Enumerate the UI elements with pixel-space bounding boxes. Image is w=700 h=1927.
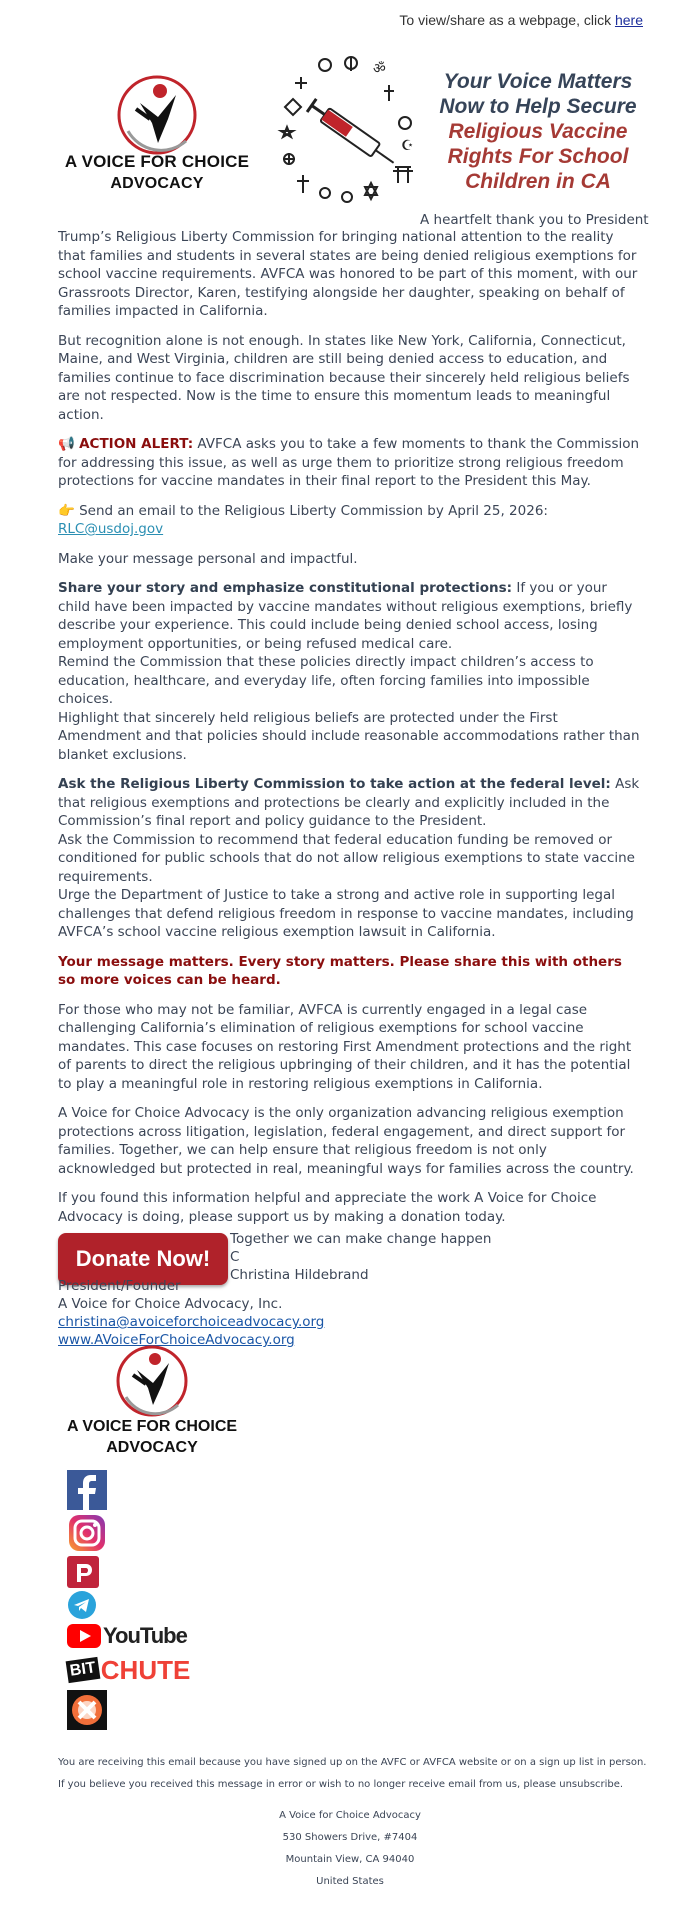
svg-text:☪: ☪ (401, 138, 414, 154)
instagram-icon[interactable] (67, 1513, 107, 1553)
federal-text: Ask that religious exemptions and protections be clearly and explicitly included in the Commission’s final report and policy guidance to the President. (58, 776, 640, 829)
headline-line-5: Children in CA (465, 170, 611, 193)
organization-paragraph: A Voice for Choice Advocacy is the only organization advancing religious exemption protections across litigation, legislation, federal engagement, and direct support for families. Together, we can help ensure that religious freedom is not only acknowledged but protected in real, meaningful ways for families across the country. (58, 1105, 634, 1177)
bitchute-chute-wordmark: CHUTE (100, 1654, 191, 1685)
webview-link[interactable]: here (614, 12, 643, 28)
intro-paragraph: Trump’s Religious Liberty Commission for bringing national attention to the reality that families and students in several states are being denied religious exemptions for school vaccine requirements. AVFCA was honored to be part of this moment, with our Grassroots Director, Karen, testifying alongside her daughter, speaking on behalf of families impacted in California. (58, 229, 638, 319)
youtube-icon (67, 1624, 101, 1648)
footer-logo (58, 1343, 246, 1463)
telegram-icon[interactable] (67, 1590, 97, 1620)
footer-street: 530 Showers Drive, #7404 (282, 1832, 418, 1843)
webview-text: To view/share as a webpage, click (399, 12, 615, 28)
brand-name (58, 151, 256, 195)
brand-line-1: A VOICE FOR CHOICE (64, 152, 250, 171)
signature-org: A Voice for Choice Advocacy, Inc. (58, 1296, 283, 1312)
story-line-2: Remind the Commission that these policies directly impact children’s access to education, healthcare, and everyday life, often forcing families into impossible choices. (58, 654, 594, 707)
svg-text:ॐ: ॐ (373, 61, 386, 77)
brand-line-2: ADVOCACY (110, 175, 204, 192)
gab-icon[interactable] (67, 1690, 107, 1730)
logo-figure-icon (58, 1343, 246, 1419)
send-email-text: Send an email to the Religious Liberty Commission by April 25, 2026: (74, 502, 548, 519)
intro-lead: A heartfelt thank you to President (420, 212, 649, 228)
federal-section (58, 775, 643, 942)
action-alert-text: AVFCA asks you to take a few moments to thank the Commission for addressing this issue, as well as urge them to prioritize strong religious freedom protections for vaccine mandates in their final report to the President this May. (58, 436, 640, 489)
federal-line-2: Ask the Commission to recommend that federal education funding be removed or conditioned for public schools that do not allow religious exemptions to state vaccine requirements. (58, 831, 635, 885)
signature-block (230, 1230, 491, 1284)
footer-brand-line-2: ADVOCACY (106, 1439, 198, 1456)
headline-line-3: Religious Vaccine (448, 120, 628, 143)
story-section (58, 579, 643, 764)
signature-initial: C (230, 1249, 240, 1265)
story-label: Share your story and emphasize constitutional protections: (58, 580, 513, 596)
footer-address (200, 1805, 500, 1893)
footer-brand-name (58, 1416, 246, 1458)
bitchute-link[interactable] (67, 1655, 190, 1685)
recognition-paragraph: But recognition alone is not enough. In states like New York, California, Connecticut, Maine, and West Virginia, children are still being denied access to education, and families continue to face discrimination because their sincerely held religious beliefs are not respected. Now is the time to ensure this momentum leads to meaningful action. (58, 332, 630, 423)
headline (420, 69, 656, 194)
bitchute-bit-mark: BIT (66, 1657, 101, 1683)
message-matters: Your message matters. Every story matters. Please share this with others so more voices can be heard. (58, 953, 622, 988)
federal-label: Ask the Religious Liberty Commission to take action at the federal level: (58, 776, 611, 792)
youtube-wordmark: YouTube (103, 1623, 187, 1648)
personal-line: Make your message personal and impactful. (58, 550, 358, 567)
federal-line-3: Urge the Department of Justice to take a strong and active role in supporting legal challenges that defend religious freedom in response to vaccine mandates, including AVFCA’s school vaccine religious exemption lawsuit in California. (58, 887, 634, 940)
footer-brand-line-1: A VOICE FOR CHOICE (66, 1418, 238, 1435)
website-link[interactable]: www.AVoiceForChoiceAdvocacy.org (58, 1332, 295, 1348)
signature-details (58, 1277, 324, 1349)
signature-together: Together we can make change happen (230, 1231, 492, 1247)
legal-case-paragraph: For those who may not be familiar, AVFCA is currently engaged in a legal case challenging California’s elimination of religious exemptions for school vaccine mandates. This case focuses on restoring First Amendment protections and the right of parents to direct the religious upbringing of their children, and it has the potential to play a meaningful role in restoring religious exemptions in California. (58, 1001, 632, 1092)
commission-email-link[interactable]: RLC@usdoj.gov (58, 521, 164, 537)
parler-icon[interactable] (67, 1556, 99, 1588)
religious-symbols-syringe-icon (263, 55, 433, 205)
email-body (58, 228, 643, 1237)
facebook-icon[interactable] (67, 1470, 107, 1510)
footer-city: Mountain View, CA 94040 (285, 1854, 415, 1865)
signature-name: Christina Hildebrand (230, 1267, 369, 1283)
send-email-line (58, 502, 643, 539)
action-alert (58, 435, 643, 491)
headline-line-1: Your Voice Matters (443, 70, 633, 93)
pointing-hand-icon: 👉 (58, 502, 75, 519)
youtube-link[interactable] (67, 1622, 187, 1650)
action-alert-label: ACTION ALERT: (79, 436, 194, 452)
headline-line-4: Rights For School (447, 145, 629, 168)
megaphone-icon: 📢 (58, 436, 75, 452)
footer-country: United States (316, 1876, 384, 1887)
footer-notice: You are receiving this email because you have signed up on the AVFC or AVFCA website or on a sign up list in person. If you believe you received this message in error or wish to no longer receive email from us, please unsubscribe. (58, 1757, 647, 1790)
story-line-3: Highlight that sincerely held religious beliefs are protected under the First Amendment and that policies should include reasonable accommodations rather than blanket exclusions. (58, 709, 640, 763)
donation-ask: If you found this information helpful and appreciate the work A Voice for Choice Advocacy is doing, please support us by making a donation today. (58, 1190, 597, 1225)
story-text: If you or your child have been impacted by vaccine mandates without religious exemptions, briefly describe your experience. This could include being denied school access, losing employment opportunities, or being refused medical care. (58, 580, 633, 652)
signature-title: President/Founder (58, 1278, 181, 1294)
webview-notice (399, 12, 643, 28)
signature-email-link[interactable]: christina@avoiceforchoiceadvocacy.org (58, 1314, 325, 1330)
hero-banner (58, 55, 648, 215)
footer-org: A Voice for Choice Advocacy (279, 1810, 421, 1821)
donate-button[interactable]: Donate Now! (58, 1233, 228, 1285)
headline-line-2: Now to Help Secure (439, 95, 637, 118)
logo-figure-icon (58, 73, 256, 163)
